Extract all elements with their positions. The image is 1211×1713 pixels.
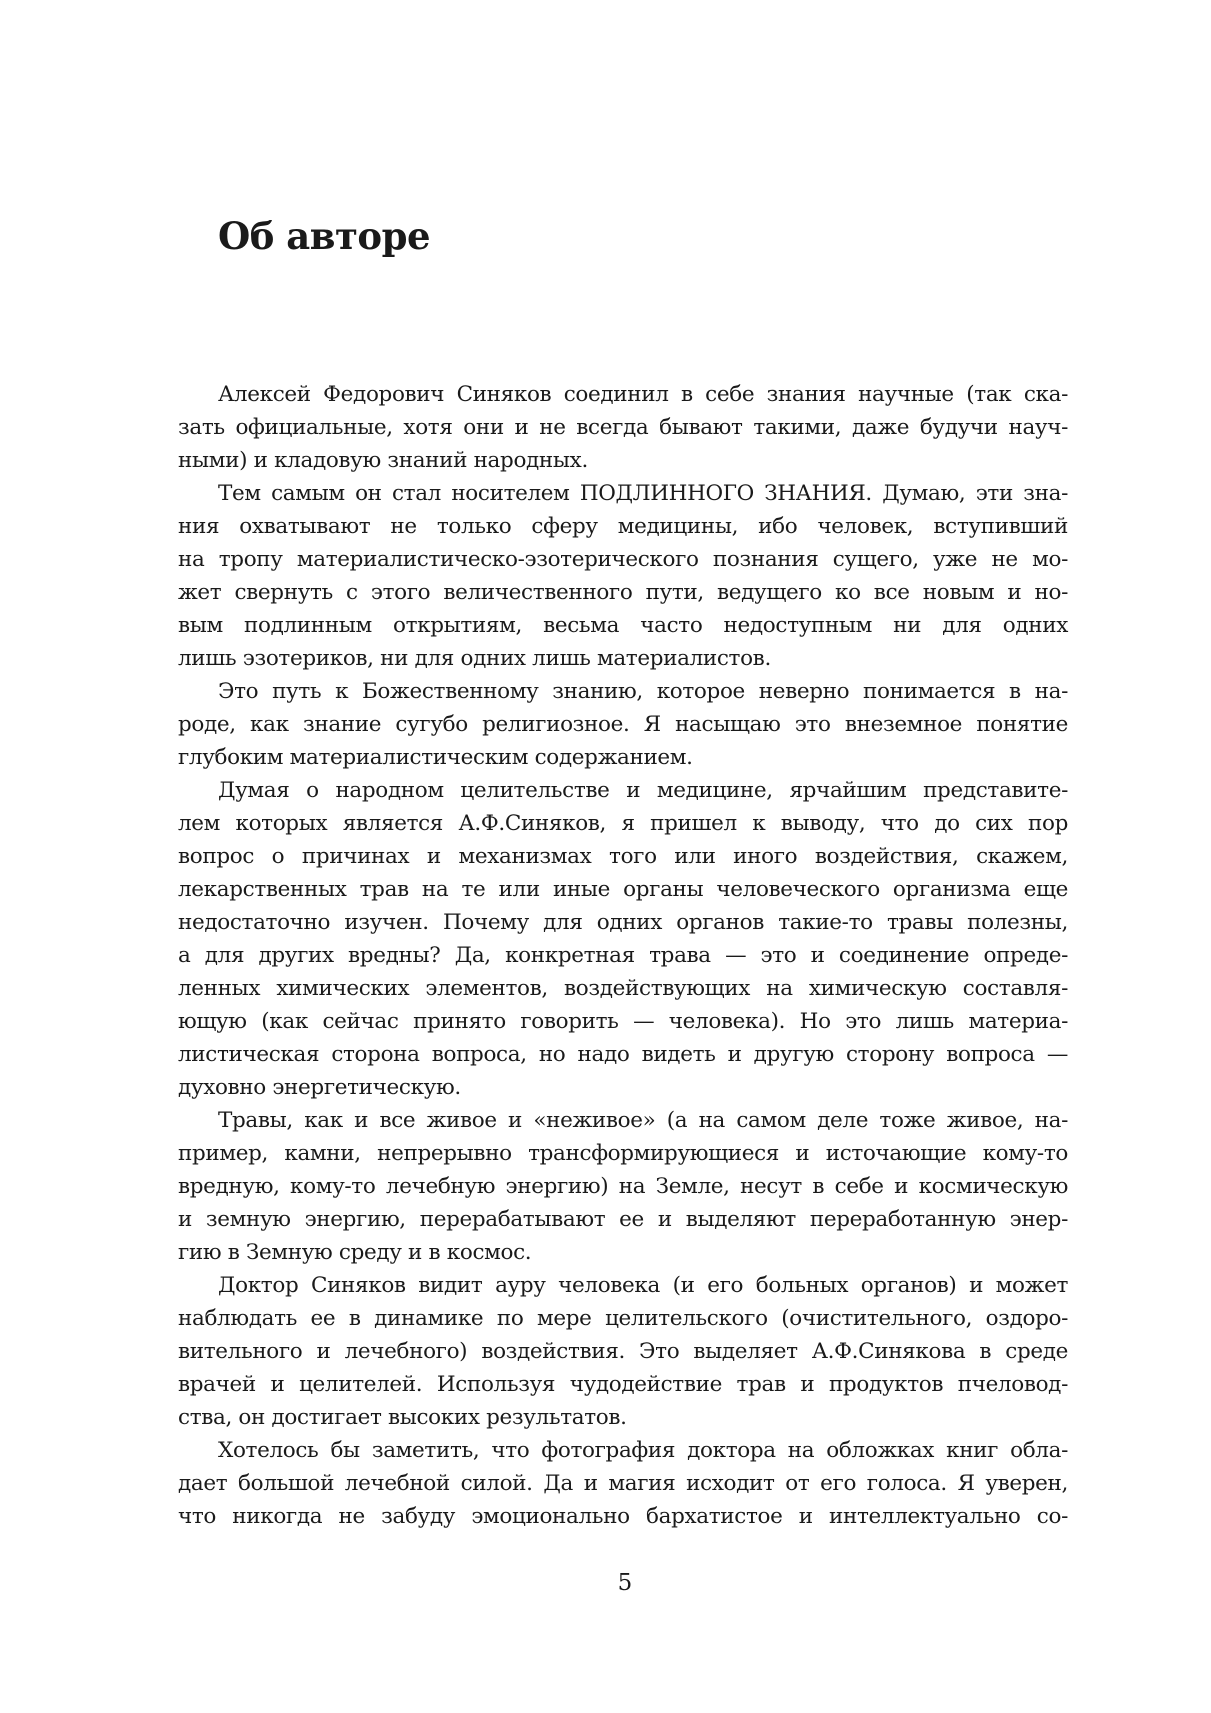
text-line: а для других вредны? Да, конкретная трава — это и соединение опреде- — [178, 943, 1068, 968]
text-line: Думая о народном целительстве и медицине, ярчайшим представите- — [218, 778, 1068, 803]
paragraph — [178, 477, 1068, 675]
text-line: врачей и целителей. Используя чудодействие трав и продуктов пчеловод- — [178, 1372, 1068, 1397]
text-line: наблюдать ее в динамике по мере целительского (очистительного, оздоро- — [178, 1306, 1068, 1331]
text-line: ства, он достигает высоких результатов. — [178, 1405, 627, 1430]
text-line: лишь эзотериков, ни для одних лишь материалистов. — [178, 646, 771, 671]
text-line: ющую (как сейчас принято говорить — человека). Но это лишь материа- — [178, 1009, 1068, 1034]
text-line: дает большой лечебной силой. Да и магия исходит от его голоса. Я уверен, — [178, 1471, 1068, 1496]
text-line: вительного и лечебного) воздействия. Это выделяет А.Ф.Синякова в среде — [178, 1339, 1068, 1364]
text-line: листическая сторона вопроса, но надо видеть и другую сторону вопроса — — [178, 1042, 1068, 1067]
paragraph — [178, 675, 1068, 774]
text-line: Травы, как и все живое и «неживое» (а на самом деле тоже живое, на- — [218, 1108, 1068, 1133]
text-line: вопрос о причинах и механизмах того или иного воздействия, скажем, — [178, 844, 1068, 869]
text-line: зать официальные, хотя они и не всегда бывают такими, даже будучи науч- — [178, 415, 1068, 440]
text-line: Алексей Федорович Синяков соединил в себе знания научные (так ска- — [218, 382, 1068, 407]
text-line: недостаточно изучен. Почему для одних органов такие-то травы полезны, — [178, 910, 1068, 935]
chapter-title: Об авторе — [218, 214, 430, 258]
text-line: роде, как знание сугубо религиозное. Я насыщаю это внеземное понятие — [178, 712, 1068, 737]
text-line: Тем самым он стал носителем ПОДЛИННОГО ЗНАНИЯ. Думаю, эти зна- — [218, 481, 1068, 506]
text-line: ния охватывают не только сферу медицины, ибо человек, вступивший — [178, 514, 1068, 539]
text-line: лекарственных трав на те или иные органы человеческого организма еще — [178, 877, 1068, 902]
text-line: жет свернуть с этого величественного пути, ведущего ко все новым и но- — [178, 580, 1068, 605]
page-number: 5 — [617, 1570, 633, 1596]
text-line: ными) и кладовую знаний народных. — [178, 448, 588, 473]
text-line: и земную энергию, перерабатывают ее и выделяют переработанную энер- — [178, 1207, 1068, 1232]
text-line: Доктор Синяков видит ауру человека (и его больных органов) и может — [218, 1273, 1068, 1298]
text-line: вым подлинным открытиям, весьма часто недоступным ни для одних — [178, 613, 1068, 638]
text-line: лем которых является А.Ф.Синяков, я пришел к выводу, что до сих пор — [178, 811, 1068, 836]
paragraph — [178, 1434, 1068, 1533]
body-text — [178, 378, 1068, 1533]
text-line: гию в Земную среду и в космос. — [178, 1240, 532, 1265]
text-line: глубоким материалистическим содержанием. — [178, 745, 693, 770]
text-line: пример, камни, непрерывно трансформирующиеся и источающие кому-то — [178, 1141, 1068, 1166]
paragraph — [178, 1269, 1068, 1434]
text-line: Хотелось бы заметить, что фотография доктора на обложках книг обла- — [218, 1438, 1068, 1463]
text-line: вредную, кому-то лечебную энергию) на Земле, несут в себе и космическую — [178, 1174, 1068, 1199]
paragraph — [178, 1104, 1068, 1269]
text-line: Это путь к Божественному знанию, которое неверно понимается в на- — [218, 679, 1068, 704]
text-line: духовно энергетическую. — [178, 1075, 461, 1100]
paragraph — [178, 378, 1068, 477]
text-line: что никогда не забуду эмоционально бархатистое и интеллектуально со- — [178, 1504, 1068, 1529]
text-line: на тропу материалистическо-эзотерического познания сущего, уже не мо- — [178, 547, 1068, 572]
paragraph — [178, 774, 1068, 1104]
text-line: ленных химических элементов, воздействующих на химическую составля- — [178, 976, 1068, 1001]
